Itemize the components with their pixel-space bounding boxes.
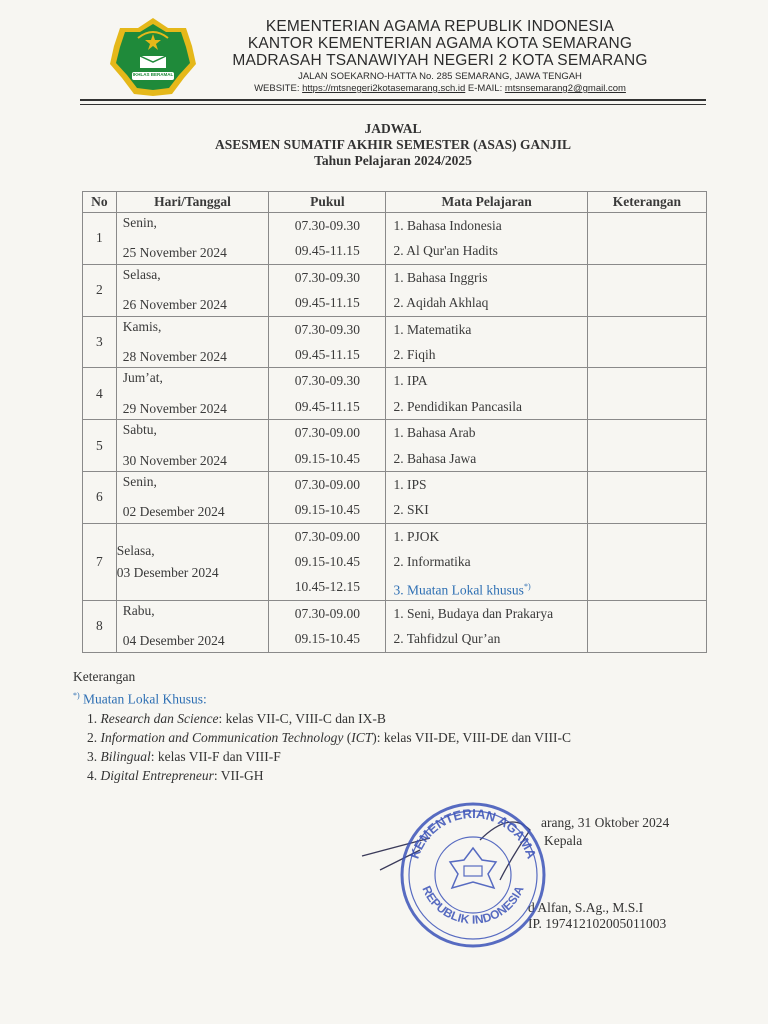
row-hari: Jum’at, 29 November 2024: [116, 368, 269, 420]
ministry-name: KEMENTERIAN AGAMA REPUBLIK INDONESIA: [265, 18, 615, 35]
letterhead-rule-thick: [80, 99, 706, 101]
table-row: [83, 471, 707, 523]
row-pukul: 07.30-09.00 09.15-10.45: [269, 420, 386, 472]
table-row: [83, 368, 707, 420]
header-no: No: [83, 192, 117, 213]
sign-title: Kepala: [544, 833, 583, 848]
table-row: [83, 523, 707, 600]
list-item: 2. Information and Communication Technology (ICT): kelas VII-DE, VIII-DE dan VIII-C: [87, 729, 571, 745]
website-link[interactable]: https://mtsnegeri2kotasemarang.sch.id: [302, 83, 466, 94]
row-no: 1: [83, 213, 117, 265]
row-hari: Senin, 02 Desember 2024: [116, 471, 269, 523]
letterhead-rule-thin: [80, 104, 706, 105]
sign-name: d Alfan, S.Ag., M.S.I: [528, 900, 644, 915]
notes-heading: Keterangan: [73, 669, 136, 684]
row-hari: Selasa, 03 Desember 2024: [116, 523, 269, 600]
school-name: MADRASAH TSANAWIYAH NEGERI 2 KOTA SEMARANG: [232, 52, 648, 69]
row-hari: Sabtu, 30 November 2024: [116, 420, 269, 472]
table-row: [83, 316, 707, 368]
sign-date: arang, 31 Oktober 2024: [541, 815, 670, 830]
header-keterangan: Keterangan: [587, 192, 706, 213]
notes-list: [73, 709, 571, 785]
row-hari: Rabu, 04 Desember 2024: [116, 600, 269, 652]
muatan-lokal-item: 3. Muatan Lokal khusus*): [393, 582, 531, 598]
row-keterangan: [587, 471, 706, 523]
row-keterangan: [587, 523, 706, 600]
row-mapel: 1. IPA 2. Pendidikan Pancasila: [386, 368, 587, 420]
title-line-1: JADWAL: [364, 121, 422, 136]
row-keterangan: [587, 316, 706, 368]
row-pukul: 07.30-09.30 09.45-11.15: [269, 213, 386, 265]
list-item: 1. Research dan Science: kelas VII-C, VIII-C dan IX-B: [87, 710, 386, 726]
row-mapel: 1. Bahasa Inggris 2. Aqidah Akhlaq: [386, 264, 587, 316]
ministry-logo: [108, 16, 198, 100]
row-keterangan: [587, 213, 706, 265]
email-link[interactable]: mtsnsemarang2@gmail.com: [504, 83, 626, 94]
row-keterangan: [587, 264, 706, 316]
table-row: [83, 600, 707, 652]
notes-subheading: *) Muatan Lokal Khusus:: [73, 691, 207, 707]
letterhead: [205, 18, 675, 95]
table-header-row: [83, 192, 707, 213]
list-item: 4. Digital Entrepreneur: VII-GH: [87, 767, 264, 783]
row-hari: Selasa, 26 November 2024: [116, 264, 269, 316]
header-mapel: Mata Pelajaran: [386, 192, 587, 213]
row-no: 4: [83, 368, 117, 420]
row-mapel: 1. Bahasa Arab 2. Bahasa Jawa: [386, 420, 587, 472]
svg-text:REPUBLIK INDONESIA: REPUBLIK INDONESIA: [419, 883, 527, 927]
row-no: 6: [83, 471, 117, 523]
table-row: [83, 264, 707, 316]
row-no: 8: [83, 600, 117, 652]
row-pukul: 07.30-09.00 09.15-10.45 10.45-12.15: [269, 523, 386, 600]
official-stamp: [398, 800, 548, 950]
title-line-3: Tahun Pelajaran 2024/2025: [314, 153, 472, 168]
row-keterangan: [587, 420, 706, 472]
row-keterangan: [587, 368, 706, 420]
header-pukul: Pukul: [269, 192, 386, 213]
logo-motto: IKHLAS BERAMAL: [132, 72, 174, 77]
row-mapel: 1. PJOK 2. Informatika 3. Muatan Lokal khusus*): [386, 523, 587, 600]
row-no: 7: [83, 523, 117, 600]
row-hari: Senin, 25 November 2024: [116, 213, 269, 265]
row-mapel: 1. IPS 2. SKI: [386, 471, 587, 523]
row-pukul: 07.30-09.00 09.15-10.45: [269, 471, 386, 523]
schedule-table: [82, 191, 707, 653]
list-item: 3. Bilingual: kelas VII-F dan VIII-F: [87, 748, 281, 764]
row-hari: Kamis, 28 November 2024: [116, 316, 269, 368]
header-hari: Hari/Tanggal: [116, 192, 269, 213]
office-name: KANTOR KEMENTERIAN AGAMA KOTA SEMARANG: [247, 35, 633, 52]
svg-text:KEMENTERIAN AGAMA: KEMENTERIAN AGAMA: [406, 805, 540, 861]
contact-line: [205, 83, 675, 95]
row-pukul: 07.30-09.30 09.45-11.15: [269, 368, 386, 420]
row-pukul: 07.30-09.30 09.45-11.15: [269, 316, 386, 368]
email-label: E-MAIL:: [467, 83, 503, 94]
row-mapel: 1. Seni, Budaya dan Prakarya 2. Tahfidzul Qur’an: [386, 600, 587, 652]
row-mapel: 1. Matematika 2. Fiqih: [386, 316, 587, 368]
website-label: WEBSITE:: [254, 83, 300, 94]
row-no: 3: [83, 316, 117, 368]
title-line-2: ASESMEN SUMATIF AKHIR SEMESTER (ASAS) GANJIL: [215, 137, 571, 152]
notes-section: [73, 667, 571, 785]
row-pukul: 07.30-09.30 09.45-11.15: [269, 264, 386, 316]
address: JALAN SOEKARNO-HATTA No. 285 SEMARANG, JAWA TENGAH: [298, 71, 582, 82]
row-keterangan: [587, 600, 706, 652]
table-row: [83, 213, 707, 265]
document-title: [80, 121, 706, 169]
row-pukul: 07.30-09.00 09.15-10.45: [269, 600, 386, 652]
sign-nip: IP. 197412102005011003: [528, 916, 667, 931]
table-row: [83, 420, 707, 472]
row-mapel: 1. Bahasa Indonesia 2. Al Qur'an Hadits: [386, 213, 587, 265]
row-no: 5: [83, 420, 117, 472]
row-no: 2: [83, 264, 117, 316]
